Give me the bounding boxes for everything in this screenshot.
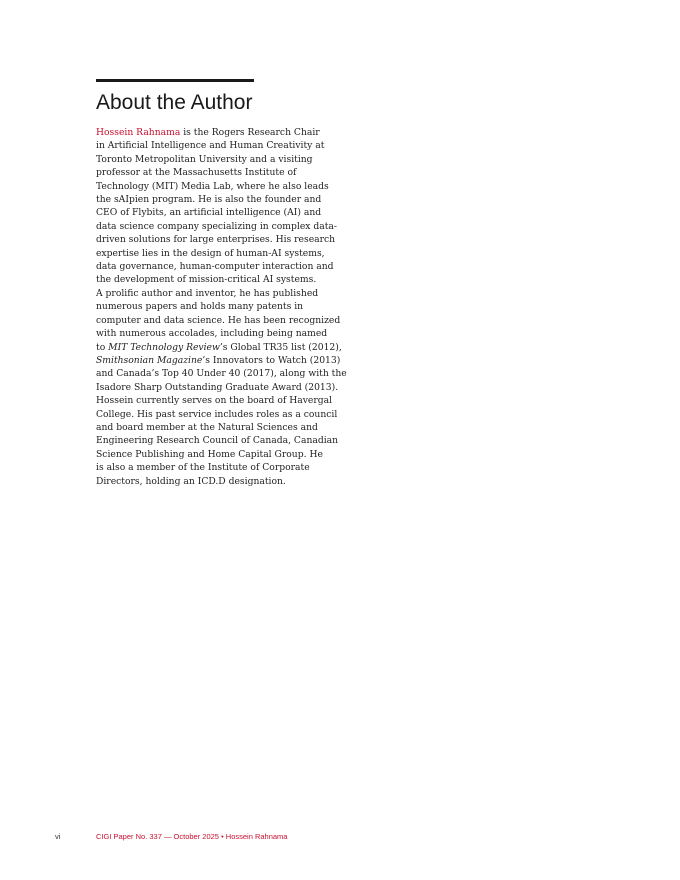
bio-line: in Artificial Intelligence and Human Creativity at xyxy=(96,140,325,152)
bio-line: A prolific author and inventor, he has published xyxy=(96,287,319,299)
bio-line: Science Publishing and Home Capital Group. He xyxy=(96,448,323,460)
page-number: vi xyxy=(55,832,61,841)
bio-line: with numerous accolades, including being named xyxy=(96,328,328,340)
bio-line: professor at the Massachusetts Institute of xyxy=(96,167,297,179)
author-name: Hossein Rahnama xyxy=(96,127,181,138)
bio-line: data governance, human-computer interaction and xyxy=(96,261,334,273)
bio-line xyxy=(96,341,346,354)
bio-text: ’s Innovators to Watch (2013) xyxy=(202,354,341,366)
bio-line: Engineering Research Council of Canada, Canadian xyxy=(96,435,339,447)
bio-line: expertise lies in the design of human-AI systems, xyxy=(96,247,325,259)
bio-line: and board member at the Natural Sciences and xyxy=(96,421,318,433)
bio-line: Technology (MIT) Media Lab, where he also leads xyxy=(96,180,329,192)
bio-line: numerous papers and holds many patents in xyxy=(96,301,304,313)
bio-line: and Canada’s Top 40 Under 40 (2017), along with the xyxy=(96,368,347,380)
bio-line: is also a member of the Institute of Corporate xyxy=(96,462,310,474)
author-bio xyxy=(96,126,346,488)
section-rule xyxy=(96,79,254,82)
bio-line: College. His past service includes roles as a council xyxy=(96,408,338,420)
bio-line: driven solutions for large enterprises. His research xyxy=(96,234,336,246)
bio-line: computer and data science. He has been recognized xyxy=(96,314,341,326)
bio-line: data science company specializing in complex data- xyxy=(96,220,338,232)
footer-citation: CIGI Paper No. 337 — October 2025 • Hossein Rahnama xyxy=(96,832,288,841)
publication-title: Smithsonian Magazine xyxy=(96,354,203,366)
bio-line: the development of mission-critical AI systems. xyxy=(96,274,317,286)
bio-line: Isadore Sharp Outstanding Graduate Award (2013). xyxy=(96,381,339,393)
bio-line: Hossein currently serves on the board of Havergal xyxy=(96,395,333,407)
bio-line: Toronto Metropolitan University and a visiting xyxy=(96,153,313,165)
bio-line xyxy=(96,354,346,367)
bio-line xyxy=(96,126,346,139)
bio-text: is the Rogers Research Chair xyxy=(180,127,320,138)
bio-text: ’s Global TR35 list (2012), xyxy=(219,341,342,353)
bio-text: to xyxy=(96,341,109,353)
bio-line: the sAIpien program. He is also the founder and xyxy=(96,194,322,206)
bio-line: CEO of Flybits, an artificial intelligence (AI) and xyxy=(96,207,322,219)
publication-title: MIT Technology Review xyxy=(108,341,220,353)
section-heading: About the Author xyxy=(96,91,253,114)
bio-line: Directors, holding an ICD.D designation. xyxy=(96,475,286,487)
